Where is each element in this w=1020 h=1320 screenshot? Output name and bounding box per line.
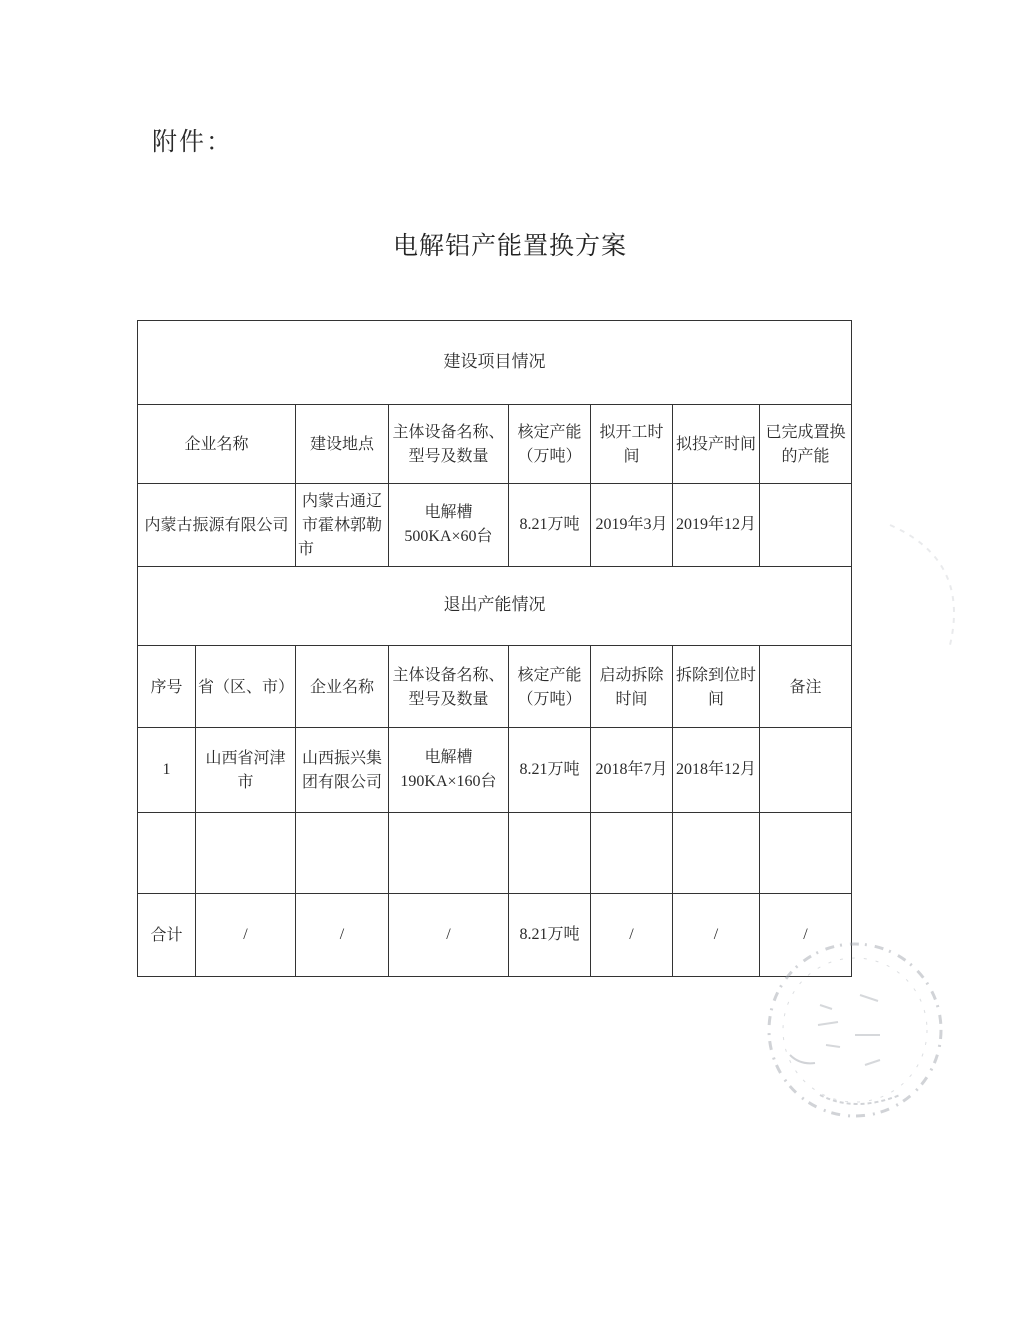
cell-planned-start: 2019年3月 bbox=[591, 484, 673, 567]
seal-fragment-icon bbox=[880, 520, 980, 650]
cell-capacity: 8.21万吨 bbox=[509, 484, 591, 567]
total-remark: / bbox=[760, 894, 852, 977]
empty-row bbox=[138, 813, 852, 894]
header-company-name: 企业名称 bbox=[138, 405, 296, 484]
total-demolition-done: / bbox=[673, 894, 760, 977]
cell-equipment: 电解槽500KA×60台 bbox=[389, 484, 509, 567]
header-location: 建设地点 bbox=[296, 405, 389, 484]
construction-section-row bbox=[138, 321, 852, 405]
document-title: 电解铝产能置换方案 bbox=[392, 231, 627, 260]
cell-demolition-start: 2018年7月 bbox=[591, 728, 673, 813]
header-replaced-capacity: 已完成置换的产能 bbox=[760, 405, 852, 484]
total-row bbox=[138, 894, 852, 977]
empty-cell bbox=[138, 813, 196, 894]
cell-serial-no: 1 bbox=[138, 728, 196, 813]
empty-cell bbox=[673, 813, 760, 894]
cell-province: 山西省河津市 bbox=[196, 728, 296, 813]
cell-planned-production: 2019年12月 bbox=[673, 484, 760, 567]
exit-data-row bbox=[138, 728, 852, 813]
empty-cell bbox=[760, 813, 852, 894]
exit-header-row bbox=[138, 646, 852, 728]
header-demolition-start: 启动拆除时间 bbox=[591, 646, 673, 728]
construction-header-row bbox=[138, 405, 852, 484]
exit-section-title: 退出产能情况 bbox=[138, 567, 852, 646]
cell-replaced-capacity bbox=[760, 484, 852, 567]
header-serial-no: 序号 bbox=[138, 646, 196, 728]
official-seal-icon bbox=[760, 935, 950, 1125]
capacity-replacement-table bbox=[137, 320, 852, 977]
header-remark: 备注 bbox=[760, 646, 852, 728]
total-capacity: 8.21万吨 bbox=[509, 894, 591, 977]
header-exit-company: 企业名称 bbox=[296, 646, 389, 728]
header-capacity: 核定产能（万吨） bbox=[509, 405, 591, 484]
construction-section-title: 建设项目情况 bbox=[138, 321, 852, 405]
cell-exit-capacity: 8.21万吨 bbox=[509, 728, 591, 813]
header-demolition-done: 拆除到位时间 bbox=[673, 646, 760, 728]
empty-cell bbox=[389, 813, 509, 894]
cell-remark bbox=[760, 728, 852, 813]
header-province: 省（区、市） bbox=[196, 646, 296, 728]
total-demolition-start: / bbox=[591, 894, 673, 977]
total-label: 合计 bbox=[138, 894, 196, 977]
total-province: / bbox=[196, 894, 296, 977]
attachment-label: 附件： bbox=[152, 127, 234, 156]
header-equipment: 主体设备名称、型号及数量 bbox=[389, 405, 509, 484]
cell-exit-equipment: 电解槽190KA×160台 bbox=[389, 728, 509, 813]
total-company: / bbox=[296, 894, 389, 977]
header-planned-production: 拟投产时间 bbox=[673, 405, 760, 484]
header-exit-capacity: 核定产能（万吨） bbox=[509, 646, 591, 728]
construction-data-row bbox=[138, 484, 852, 567]
empty-cell bbox=[591, 813, 673, 894]
empty-cell bbox=[196, 813, 296, 894]
empty-cell bbox=[509, 813, 591, 894]
total-equipment: / bbox=[389, 894, 509, 977]
header-planned-start: 拟开工时间 bbox=[591, 405, 673, 484]
cell-location: 内蒙古通辽市霍林郭勒市 bbox=[296, 484, 389, 567]
cell-demolition-done: 2018年12月 bbox=[673, 728, 760, 813]
empty-cell bbox=[296, 813, 389, 894]
header-exit-equipment: 主体设备名称、型号及数量 bbox=[389, 646, 509, 728]
cell-company: 内蒙古振源有限公司 bbox=[138, 484, 296, 567]
exit-section-row bbox=[138, 567, 852, 646]
cell-exit-company: 山西振兴集团有限公司 bbox=[296, 728, 389, 813]
